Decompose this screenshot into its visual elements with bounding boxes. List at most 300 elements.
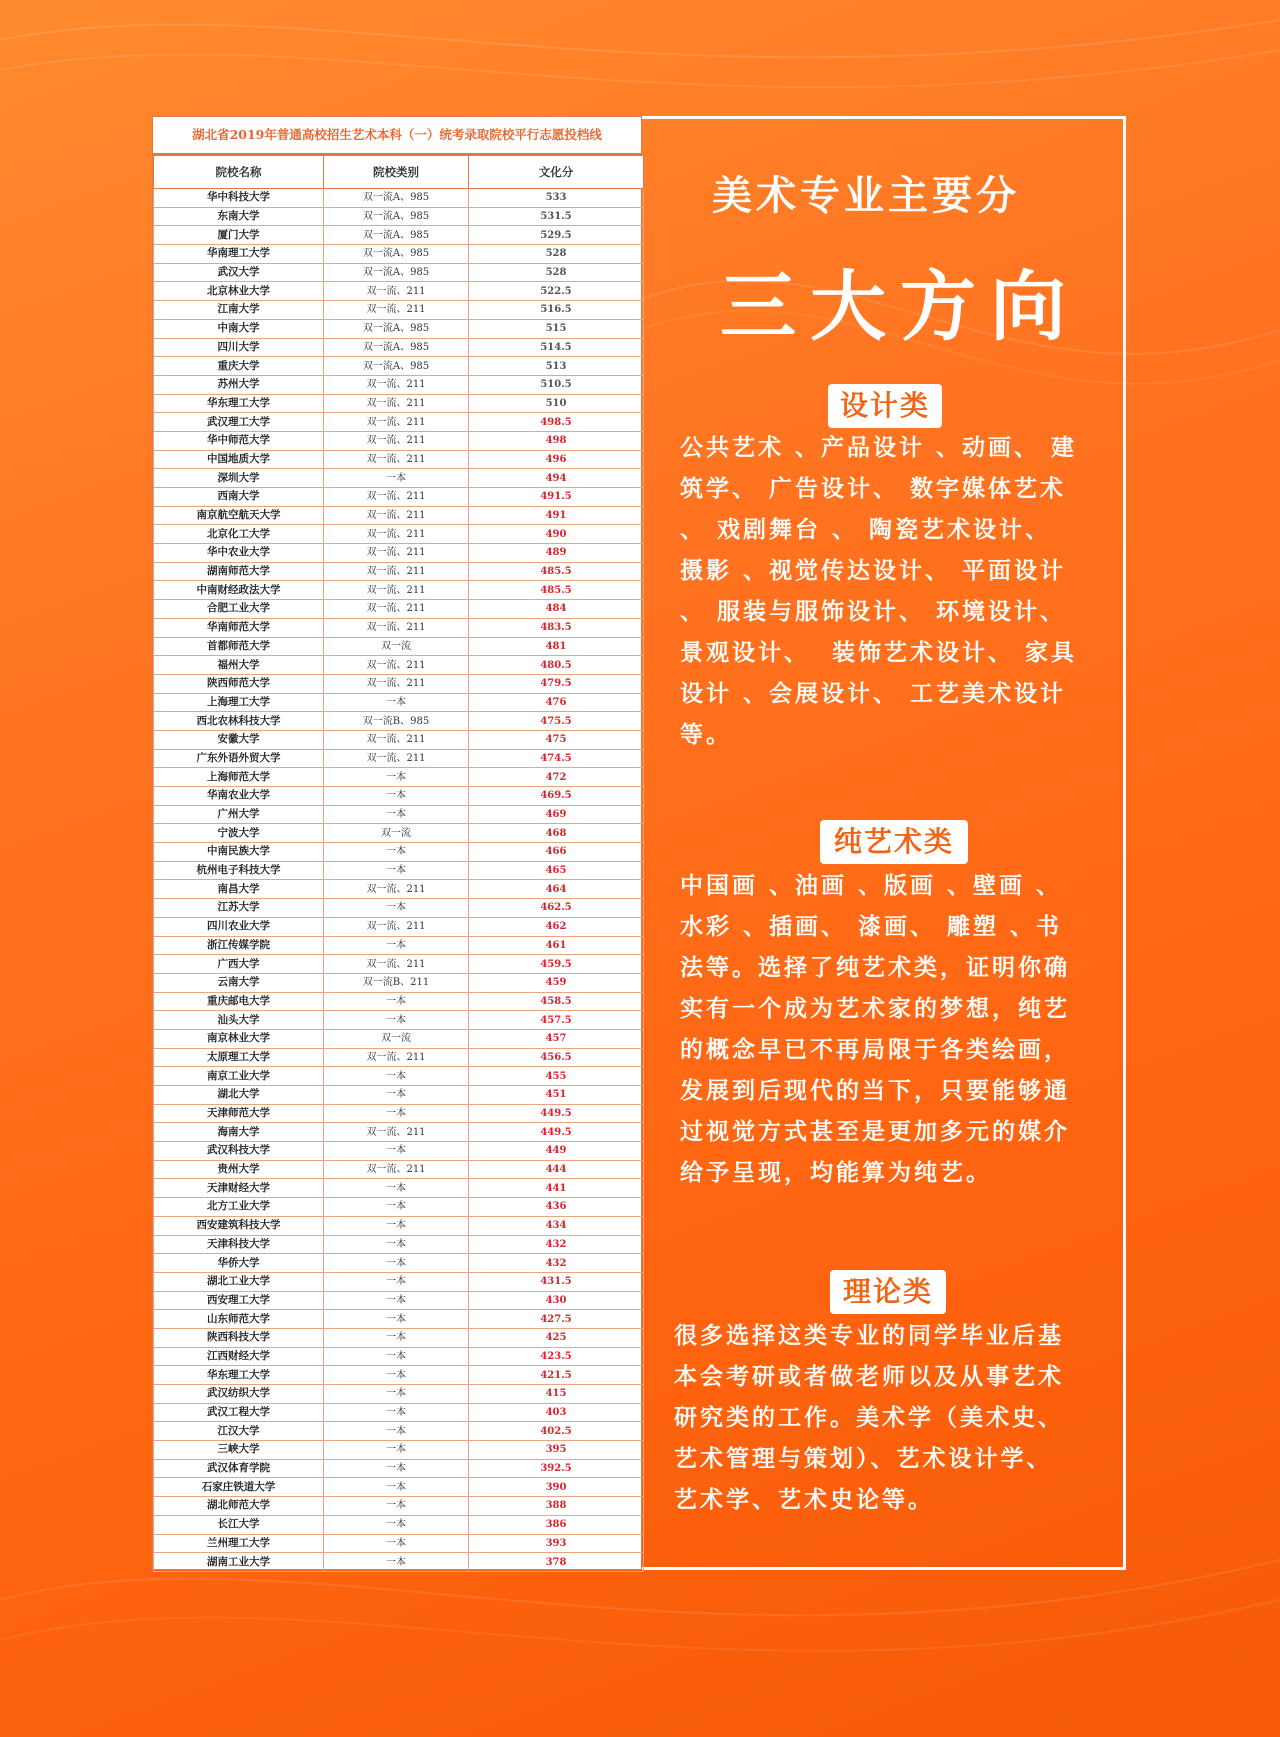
table-row [154,1291,644,1310]
header-culture-score: 文化分 [469,156,644,189]
table-row [154,693,644,712]
culture-score-cell: 515 [469,319,644,338]
table-row [154,469,644,488]
school-type-cell: 一本 [324,1272,469,1291]
header-school-name: 院校名称 [154,156,324,189]
culture-score-cell: 474.5 [469,749,644,768]
school-type-cell: 一本 [324,1403,469,1422]
school-name-cell: 厦门大学 [154,226,324,245]
school-name-cell: 广东外语外贸大学 [154,749,324,768]
school-type-cell: 一本 [324,899,469,918]
admission-table [153,155,644,1572]
table-row [154,282,644,301]
school-type-cell: 一本 [324,1291,469,1310]
culture-score-cell: 461 [469,936,644,955]
school-name-cell: 西北农林科技大学 [154,712,324,731]
heading-big: 三大方向 [720,262,1080,351]
culture-score-cell: 475 [469,730,644,749]
culture-score-cell: 425 [469,1328,644,1347]
school-name-cell: 湖南工业大学 [154,1553,324,1572]
table-row [154,375,644,394]
school-name-cell: 江南大学 [154,301,324,320]
school-name-cell: 四川农业大学 [154,917,324,936]
culture-score-cell: 481 [469,637,644,656]
table-caption: 湖北省2019年普通高校招生艺术本科（一）统考录取院校平行志愿投档线 [153,117,641,155]
school-name-cell: 陕西师范大学 [154,674,324,693]
school-type-cell: 双一流、211 [324,1048,469,1067]
culture-score-cell: 469.5 [469,787,644,806]
school-type-cell: 双一流、211 [324,955,469,974]
paragraph-line: 摄影 、视觉传达设计、 平面设计 [680,558,1067,584]
school-type-cell: 双一流、211 [324,562,469,581]
culture-score-cell: 395 [469,1441,644,1460]
table-row [154,1478,644,1497]
culture-score-cell: 498 [469,431,644,450]
school-name-cell: 中南民族大学 [154,843,324,862]
school-name-cell: 江西财经大学 [154,1347,324,1366]
culture-score-cell: 483.5 [469,618,644,637]
table-row [154,917,644,936]
culture-score-cell: 456.5 [469,1048,644,1067]
table-row [154,1403,644,1422]
paragraph-line: 过视觉方式甚至是更加多元的媒介 [680,1119,1070,1145]
school-name-cell: 南京航空航天大学 [154,506,324,525]
school-type-cell: 一本 [324,843,469,862]
tag-fine-art: 纯艺术类 [820,820,968,864]
paragraph-line: 法等。选择了纯艺术类，证明你确 [680,955,1070,981]
school-type-cell: 双一流、211 [324,1123,469,1142]
culture-score-cell: 431.5 [469,1272,644,1291]
school-name-cell: 北京林业大学 [154,282,324,301]
school-type-cell: 一本 [324,936,469,955]
school-name-cell: 西南大学 [154,488,324,507]
culture-score-cell: 510.5 [469,375,644,394]
school-name-cell: 天津科技大学 [154,1235,324,1254]
school-type-cell: 双一流 [324,824,469,843]
table-row [154,1235,644,1254]
admission-table-panel [152,116,642,1570]
school-type-cell: 一本 [324,1515,469,1534]
school-type-cell: 双一流、211 [324,656,469,675]
school-name-cell: 浙江传媒学院 [154,936,324,955]
table-row [154,955,644,974]
table-row [154,450,644,469]
school-name-cell: 中国地质大学 [154,450,324,469]
table-row [154,431,644,450]
table-row [154,1441,644,1460]
table-row [154,843,644,862]
school-type-cell: 一本 [324,1478,469,1497]
school-type-cell: 双一流A、985 [324,263,469,282]
paragraph-line: 设计 、会展设计、 工艺美术设计 [680,681,1067,707]
school-name-cell: 中南大学 [154,319,324,338]
culture-score-cell: 421.5 [469,1366,644,1385]
school-type-cell: 一本 [324,1011,469,1030]
culture-score-cell: 451 [469,1086,644,1105]
school-name-cell: 东南大学 [154,207,324,226]
culture-score-cell: 529.5 [469,226,644,245]
school-name-cell: 南昌大学 [154,880,324,899]
school-name-cell: 北方工业大学 [154,1198,324,1217]
table-row [154,1142,644,1161]
culture-score-cell: 415 [469,1385,644,1404]
school-name-cell: 华南农业大学 [154,787,324,806]
culture-score-cell: 514.5 [469,338,644,357]
table-row [154,1254,644,1273]
school-type-cell: 双一流、211 [324,413,469,432]
school-name-cell: 华侨大学 [154,1254,324,1273]
table-row [154,1272,644,1291]
school-type-cell: 双一流、211 [324,730,469,749]
school-type-cell: 双一流、211 [324,880,469,899]
table-body [154,189,644,1572]
culture-score-cell: 485.5 [469,562,644,581]
culture-score-cell: 403 [469,1403,644,1422]
school-name-cell: 华东理工大学 [154,1366,324,1385]
table-row [154,1347,644,1366]
school-name-cell: 华南理工大学 [154,245,324,264]
school-name-cell: 中南财经政法大学 [154,581,324,600]
culture-score-cell: 434 [469,1216,644,1235]
table-row [154,1198,644,1217]
school-type-cell: 双一流B、985 [324,712,469,731]
school-type-cell: 一本 [324,1553,469,1572]
school-name-cell: 天津师范大学 [154,1104,324,1123]
school-name-cell: 贵州大学 [154,1160,324,1179]
paragraph-line: 艺术管理与策划）、艺术设计学、 [674,1446,1053,1472]
section-theory-text [674,1316,1094,1521]
table-row [154,1515,644,1534]
school-name-cell: 兰州理工大学 [154,1534,324,1553]
school-name-cell: 海南大学 [154,1123,324,1142]
table-row [154,936,644,955]
culture-score-cell: 458.5 [469,992,644,1011]
school-name-cell: 安徽大学 [154,730,324,749]
culture-score-cell: 464 [469,880,644,899]
culture-score-cell: 441 [469,1179,644,1198]
table-row [154,263,644,282]
school-type-cell: 一本 [324,1067,469,1086]
school-type-cell: 双一流、211 [324,544,469,563]
culture-score-cell: 522.5 [469,282,644,301]
paragraph-line: 的概念早已不再局限于各类绘画， [680,1037,1070,1063]
culture-score-cell: 449.5 [469,1104,644,1123]
school-name-cell: 华中农业大学 [154,544,324,563]
school-name-cell: 山东师范大学 [154,1310,324,1329]
school-name-cell: 华东理工大学 [154,394,324,413]
table-row [154,544,644,563]
school-name-cell: 西安理工大学 [154,1291,324,1310]
table-row [154,880,644,899]
table-row [154,861,644,880]
table-row [154,357,644,376]
school-name-cell: 华南师范大学 [154,618,324,637]
school-name-cell: 武汉纺织大学 [154,1385,324,1404]
school-name-cell: 上海理工大学 [154,693,324,712]
culture-score-cell: 491 [469,506,644,525]
table-row [154,899,644,918]
culture-score-cell: 485.5 [469,581,644,600]
table-row [154,207,644,226]
school-type-cell: 双一流A、985 [324,319,469,338]
table-row [154,1310,644,1329]
table-row [154,1459,644,1478]
culture-score-cell: 472 [469,768,644,787]
school-type-cell: 双一流A、985 [324,245,469,264]
culture-score-cell: 449 [469,1142,644,1161]
school-name-cell: 江苏大学 [154,899,324,918]
table-row [154,1385,644,1404]
paragraph-line: 中国画 、油画 、版画 、壁画 、 [680,873,1063,899]
school-name-cell: 湖北大学 [154,1086,324,1105]
culture-score-cell: 466 [469,843,644,862]
school-name-cell: 石家庄铁道大学 [154,1478,324,1497]
school-type-cell: 一本 [324,1385,469,1404]
paragraph-line: 、 戏剧舞台 、 陶瓷艺术设计、 [680,517,1052,543]
culture-score-cell: 494 [469,469,644,488]
table-row [154,805,644,824]
school-type-cell: 一本 [324,1459,469,1478]
school-type-cell: 一本 [324,1347,469,1366]
school-name-cell: 深圳大学 [154,469,324,488]
paragraph-line: 给予呈现，均能算为纯艺。 [680,1160,992,1186]
table-header-row [154,156,644,189]
table-row [154,1086,644,1105]
school-type-cell: 一本 [324,1104,469,1123]
paragraph-line: 公共艺术 、产品设计 、动画、 建 [680,435,1078,461]
table-row [154,1497,644,1516]
school-type-cell: 一本 [324,1142,469,1161]
school-type-cell: 一本 [324,1216,469,1235]
school-type-cell: 一本 [324,1366,469,1385]
table-row [154,226,644,245]
school-name-cell: 首都师范大学 [154,637,324,656]
school-name-cell: 太原理工大学 [154,1048,324,1067]
culture-score-cell: 378 [469,1553,644,1572]
table-row [154,768,644,787]
table-row [154,562,644,581]
culture-score-cell: 489 [469,544,644,563]
table-row [154,1553,644,1572]
table-row [154,189,644,208]
school-type-cell: 双一流A、985 [324,226,469,245]
school-type-cell: 一本 [324,1254,469,1273]
school-type-cell: 一本 [324,768,469,787]
school-type-cell: 一本 [324,1198,469,1217]
culture-score-cell: 457 [469,1029,644,1048]
table-row [154,1328,644,1347]
culture-score-cell: 491.5 [469,488,644,507]
school-name-cell: 重庆大学 [154,357,324,376]
culture-score-cell: 459.5 [469,955,644,974]
school-type-cell: 双一流、211 [324,301,469,320]
culture-score-cell: 469 [469,805,644,824]
school-type-cell: 双一流、211 [324,431,469,450]
tag-theory: 理论类 [830,1270,946,1314]
paragraph-line: 筑学、 广告设计、 数字媒体艺术 [680,476,1067,502]
culture-score-cell: 427.5 [469,1310,644,1329]
table-row [154,525,644,544]
table-row [154,1366,644,1385]
culture-score-cell: 480.5 [469,656,644,675]
paragraph-line: 实有一个成为艺术家的梦想，纯艺 [680,996,1070,1022]
school-name-cell: 广州大学 [154,805,324,824]
table-row [154,1029,644,1048]
school-name-cell: 合肥工业大学 [154,600,324,619]
paragraph-line: 发展到后现代的当下，只要能够通 [680,1078,1070,1104]
school-type-cell: 双一流、211 [324,282,469,301]
school-name-cell: 长江大学 [154,1515,324,1534]
school-name-cell: 福州大学 [154,656,324,675]
culture-score-cell: 444 [469,1160,644,1179]
tag-design: 设计类 [828,384,942,428]
culture-score-cell: 390 [469,1478,644,1497]
table-row [154,319,644,338]
table-row [154,488,644,507]
school-type-cell: 双一流A、985 [324,189,469,208]
school-name-cell: 三峡大学 [154,1441,324,1460]
school-type-cell: 双一流、211 [324,394,469,413]
table-row [154,674,644,693]
school-type-cell: 一本 [324,1328,469,1347]
school-name-cell: 武汉大学 [154,263,324,282]
culture-score-cell: 498.5 [469,413,644,432]
paragraph-line: 景观设计、 装饰艺术设计、 家具 [680,640,1078,666]
culture-score-cell: 462 [469,917,644,936]
paragraph-line: 艺术学、艺术史论等。 [674,1487,934,1513]
culture-score-cell: 430 [469,1291,644,1310]
culture-score-cell: 490 [469,525,644,544]
school-type-cell: 一本 [324,861,469,880]
culture-score-cell: 528 [469,245,644,264]
school-name-cell: 华中科技大学 [154,189,324,208]
school-type-cell: 一本 [324,1497,469,1516]
school-name-cell: 苏州大学 [154,375,324,394]
school-type-cell: 一本 [324,1086,469,1105]
school-name-cell: 湖北师范大学 [154,1497,324,1516]
school-name-cell: 湖南师范大学 [154,562,324,581]
table-row [154,413,644,432]
paragraph-line: 研究类的工作。美术学（美术史、 [674,1405,1064,1431]
school-name-cell: 北京化工大学 [154,525,324,544]
table-row [154,1104,644,1123]
school-name-cell: 武汉理工大学 [154,413,324,432]
table-row [154,1123,644,1142]
table-row [154,1422,644,1441]
culture-score-cell: 475.5 [469,712,644,731]
table-row [154,506,644,525]
school-name-cell: 武汉工程大学 [154,1403,324,1422]
section-design-text [680,428,1100,756]
table-row [154,1067,644,1086]
paragraph-line: 水彩 、插画、 漆画、 雕塑 、书 [680,914,1063,940]
school-type-cell: 双一流、211 [324,917,469,936]
table-row [154,1011,644,1030]
header-school-type: 院校类别 [324,156,469,189]
table-row [154,824,644,843]
school-type-cell: 一本 [324,1235,469,1254]
school-type-cell: 一本 [324,1422,469,1441]
culture-score-cell: 484 [469,600,644,619]
heading-main: 美术专业主要分 [712,173,1020,219]
school-type-cell: 双一流、211 [324,674,469,693]
table-row [154,618,644,637]
table-row [154,712,644,731]
school-type-cell: 一本 [324,1310,469,1329]
table-row [154,581,644,600]
culture-score-cell: 432 [469,1254,644,1273]
school-type-cell: 一本 [324,992,469,1011]
school-name-cell: 武汉科技大学 [154,1142,324,1161]
table-row [154,1216,644,1235]
school-name-cell: 天津财经大学 [154,1179,324,1198]
school-name-cell: 华中师范大学 [154,431,324,450]
school-name-cell: 重庆邮电大学 [154,992,324,1011]
culture-score-cell: 516.5 [469,301,644,320]
culture-score-cell: 457.5 [469,1011,644,1030]
table-row [154,1160,644,1179]
school-name-cell: 西安建筑科技大学 [154,1216,324,1235]
table-row [154,338,644,357]
school-type-cell: 一本 [324,693,469,712]
paragraph-line: 等。 [680,722,732,748]
culture-score-cell: 479.5 [469,674,644,693]
school-type-cell: 一本 [324,1179,469,1198]
school-type-cell: 双一流、211 [324,450,469,469]
table-row [154,1179,644,1198]
table-row [154,730,644,749]
school-type-cell: 双一流、211 [324,488,469,507]
school-type-cell: 双一流、211 [324,618,469,637]
table-row [154,749,644,768]
culture-score-cell: 459 [469,973,644,992]
culture-score-cell: 388 [469,1497,644,1516]
culture-score-cell: 510 [469,394,644,413]
paragraph-line: 、 服装与服饰设计、 环境设计、 [680,599,1067,625]
school-type-cell: 双一流A、985 [324,357,469,376]
table-row [154,301,644,320]
table-row [154,394,644,413]
table-row [154,787,644,806]
culture-score-cell: 393 [469,1534,644,1553]
school-type-cell: 双一流、211 [324,1160,469,1179]
school-type-cell: 一本 [324,469,469,488]
culture-score-cell: 513 [469,357,644,376]
culture-score-cell: 531.5 [469,207,644,226]
school-name-cell: 南京工业大学 [154,1067,324,1086]
school-type-cell: 双一流A、985 [324,338,469,357]
culture-score-cell: 533 [469,189,644,208]
culture-score-cell: 449.5 [469,1123,644,1142]
culture-score-cell: 432 [469,1235,644,1254]
culture-score-cell: 436 [469,1198,644,1217]
school-name-cell: 江汉大学 [154,1422,324,1441]
section-fine-art-text [680,866,1100,1194]
table-row [154,1048,644,1067]
culture-score-cell: 392.5 [469,1459,644,1478]
school-type-cell: 一本 [324,1441,469,1460]
school-type-cell: 双一流 [324,637,469,656]
school-name-cell: 四川大学 [154,338,324,357]
school-name-cell: 陕西科技大学 [154,1328,324,1347]
culture-score-cell: 386 [469,1515,644,1534]
school-name-cell: 广西大学 [154,955,324,974]
table-row [154,1534,644,1553]
school-type-cell: 双一流、211 [324,600,469,619]
school-type-cell: 双一流、211 [324,506,469,525]
school-type-cell: 双一流 [324,1029,469,1048]
culture-score-cell: 476 [469,693,644,712]
